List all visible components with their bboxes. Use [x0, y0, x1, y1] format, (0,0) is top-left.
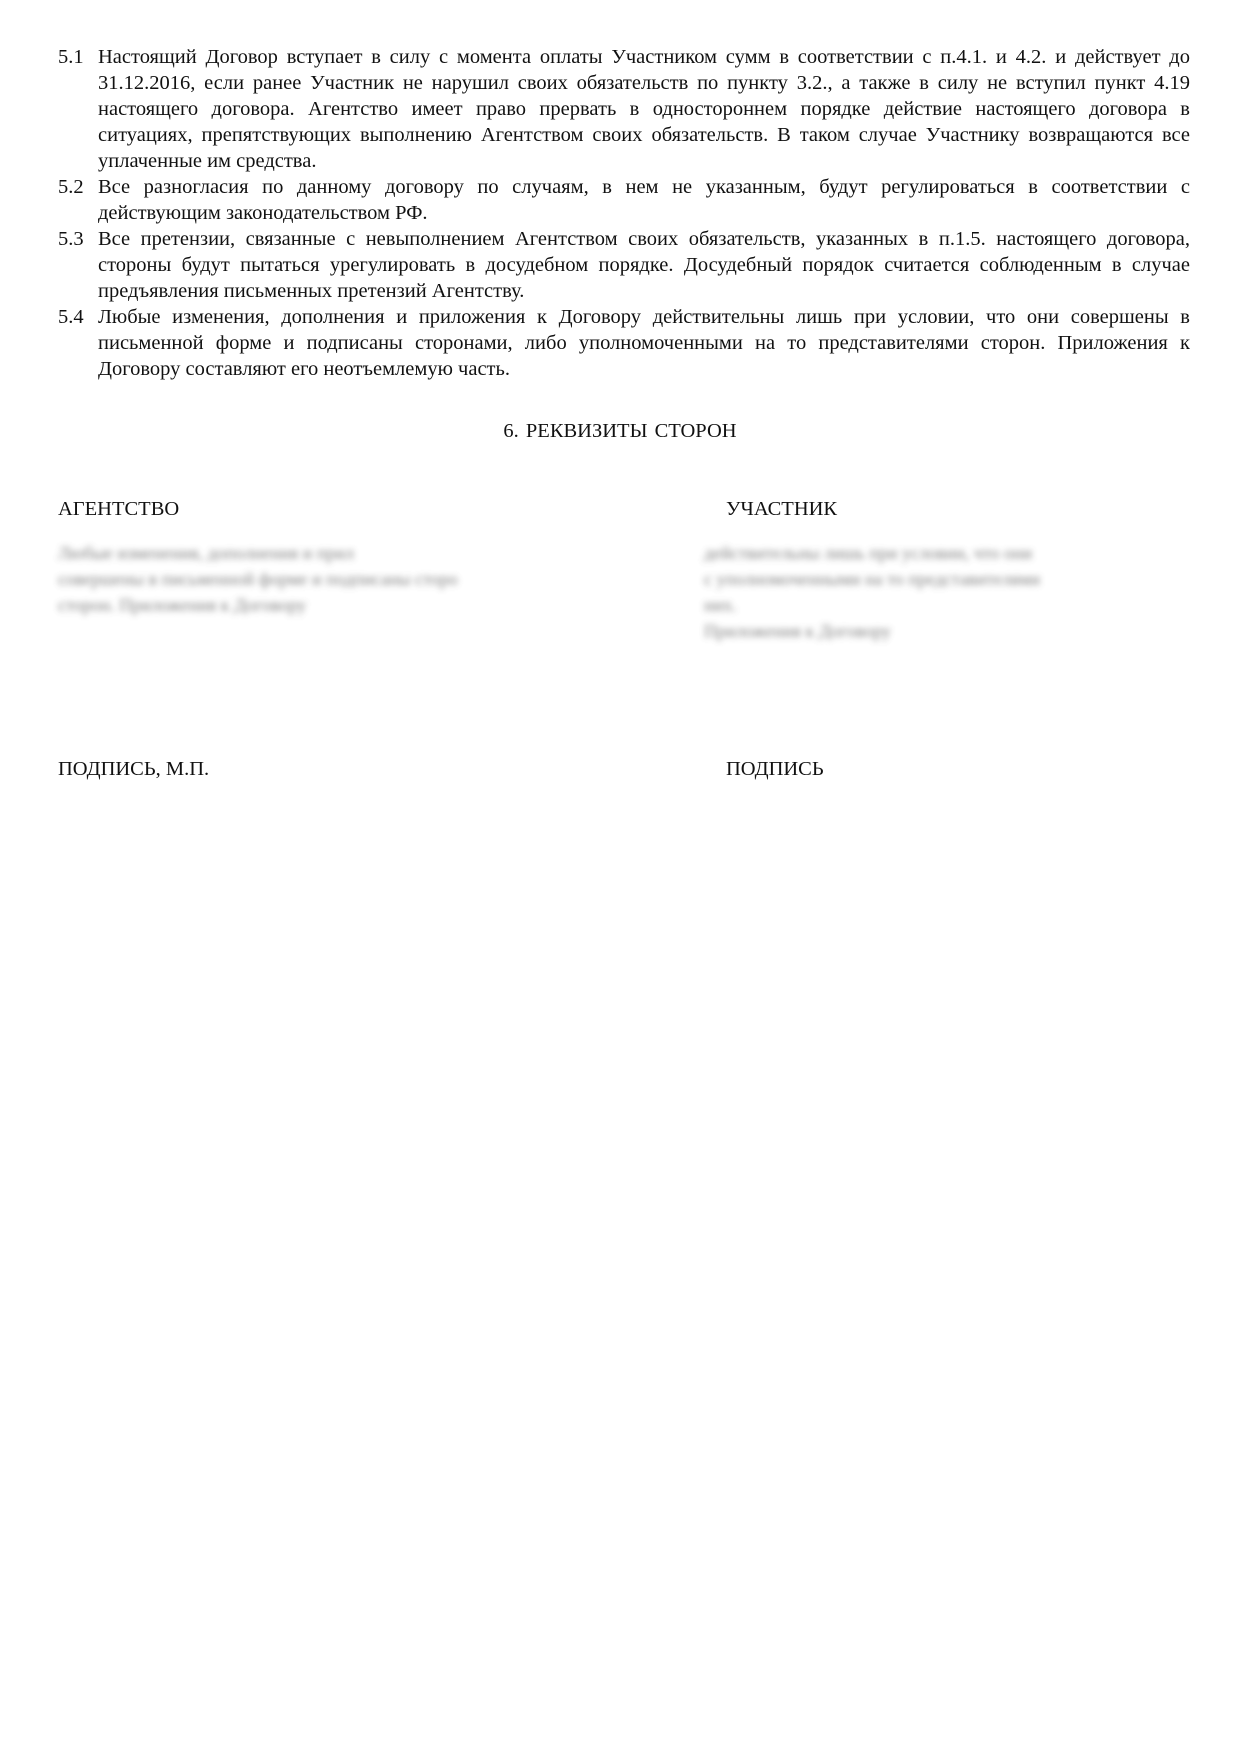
participant-details-line: действительны лишь при условии, что они	[704, 543, 1033, 563]
clause-number: 5.2	[58, 176, 84, 198]
clause-text: Любые изменения, дополнения и приложения к Договору действительны лишь при условии, что они совершены в письменной форме и подписаны сторонами, либо уполномоченными на то представителями сторон. Приложения к Договору составляют его неотъемлемую часть.	[98, 306, 1190, 380]
clause-5-1	[58, 44, 1190, 174]
participant-details-line: Приложения к Договору	[704, 621, 891, 641]
participant-label: УЧАСТНИК	[726, 498, 838, 520]
section-title-requisites: 6. РЕКВИЗИТЫ СТОРОН	[503, 420, 737, 442]
clause-text: Все претензии, связанные с невыполнением Агентством своих обязательств, указанных в п.1.5. настоящего договора, стороны будут пытаться урегулировать в досудебном порядке. Досудебный порядок считается соблюденным в случае предъявления письменных претензий Агентству.	[98, 228, 1190, 302]
participant-signature-label: ПОДПИСЬ	[726, 758, 824, 780]
agency-details-line: сторон. Приложения к Договору	[58, 595, 307, 615]
agency-label: АГЕНТСТВО	[58, 498, 180, 520]
agency-signature-label: ПОДПИСЬ, М.П.	[58, 758, 210, 780]
contract-clauses	[58, 44, 1190, 382]
agency-details-line: Любые изменения, дополнения и прил	[58, 543, 355, 563]
participant-details-redacted	[704, 540, 1164, 644]
clause-text: Все разногласия по данному договору по случаям, в нем не указанным, будут регулироваться в соответствии с действующим законодательством РФ.	[98, 176, 1190, 224]
clause-5-3	[58, 226, 1190, 304]
clause-number: 5.3	[58, 228, 84, 250]
participant-details-line: с уполномоченными на то представителями	[704, 569, 1041, 589]
clause-5-2	[58, 174, 1190, 226]
clause-5-4	[58, 304, 1190, 382]
agency-details-line: совершены в письменной форме и подписаны сторо	[58, 569, 458, 589]
participant-details-line: них.	[704, 595, 737, 615]
clause-number: 5.4	[58, 306, 84, 328]
clause-number: 5.1	[58, 46, 84, 68]
clause-text: Настоящий Договор вступает в силу с момента оплаты Участником сумм в соответствии с п.4.1. и 4.2. и действует до 31.12.2016, если ранее Участник не нарушил своих обязательств по пункту 3.2., а также в силу не вступил пункт 4.19 настоящего договора. Агентство имеет право прервать в одностороннем порядке действие настоящего договора в ситуациях, препятствующих выполнению Агентством своих обязательств. В таком случае Участнику возвращаются все уплаченные им средства.	[98, 46, 1190, 172]
agency-details-redacted	[58, 540, 618, 618]
